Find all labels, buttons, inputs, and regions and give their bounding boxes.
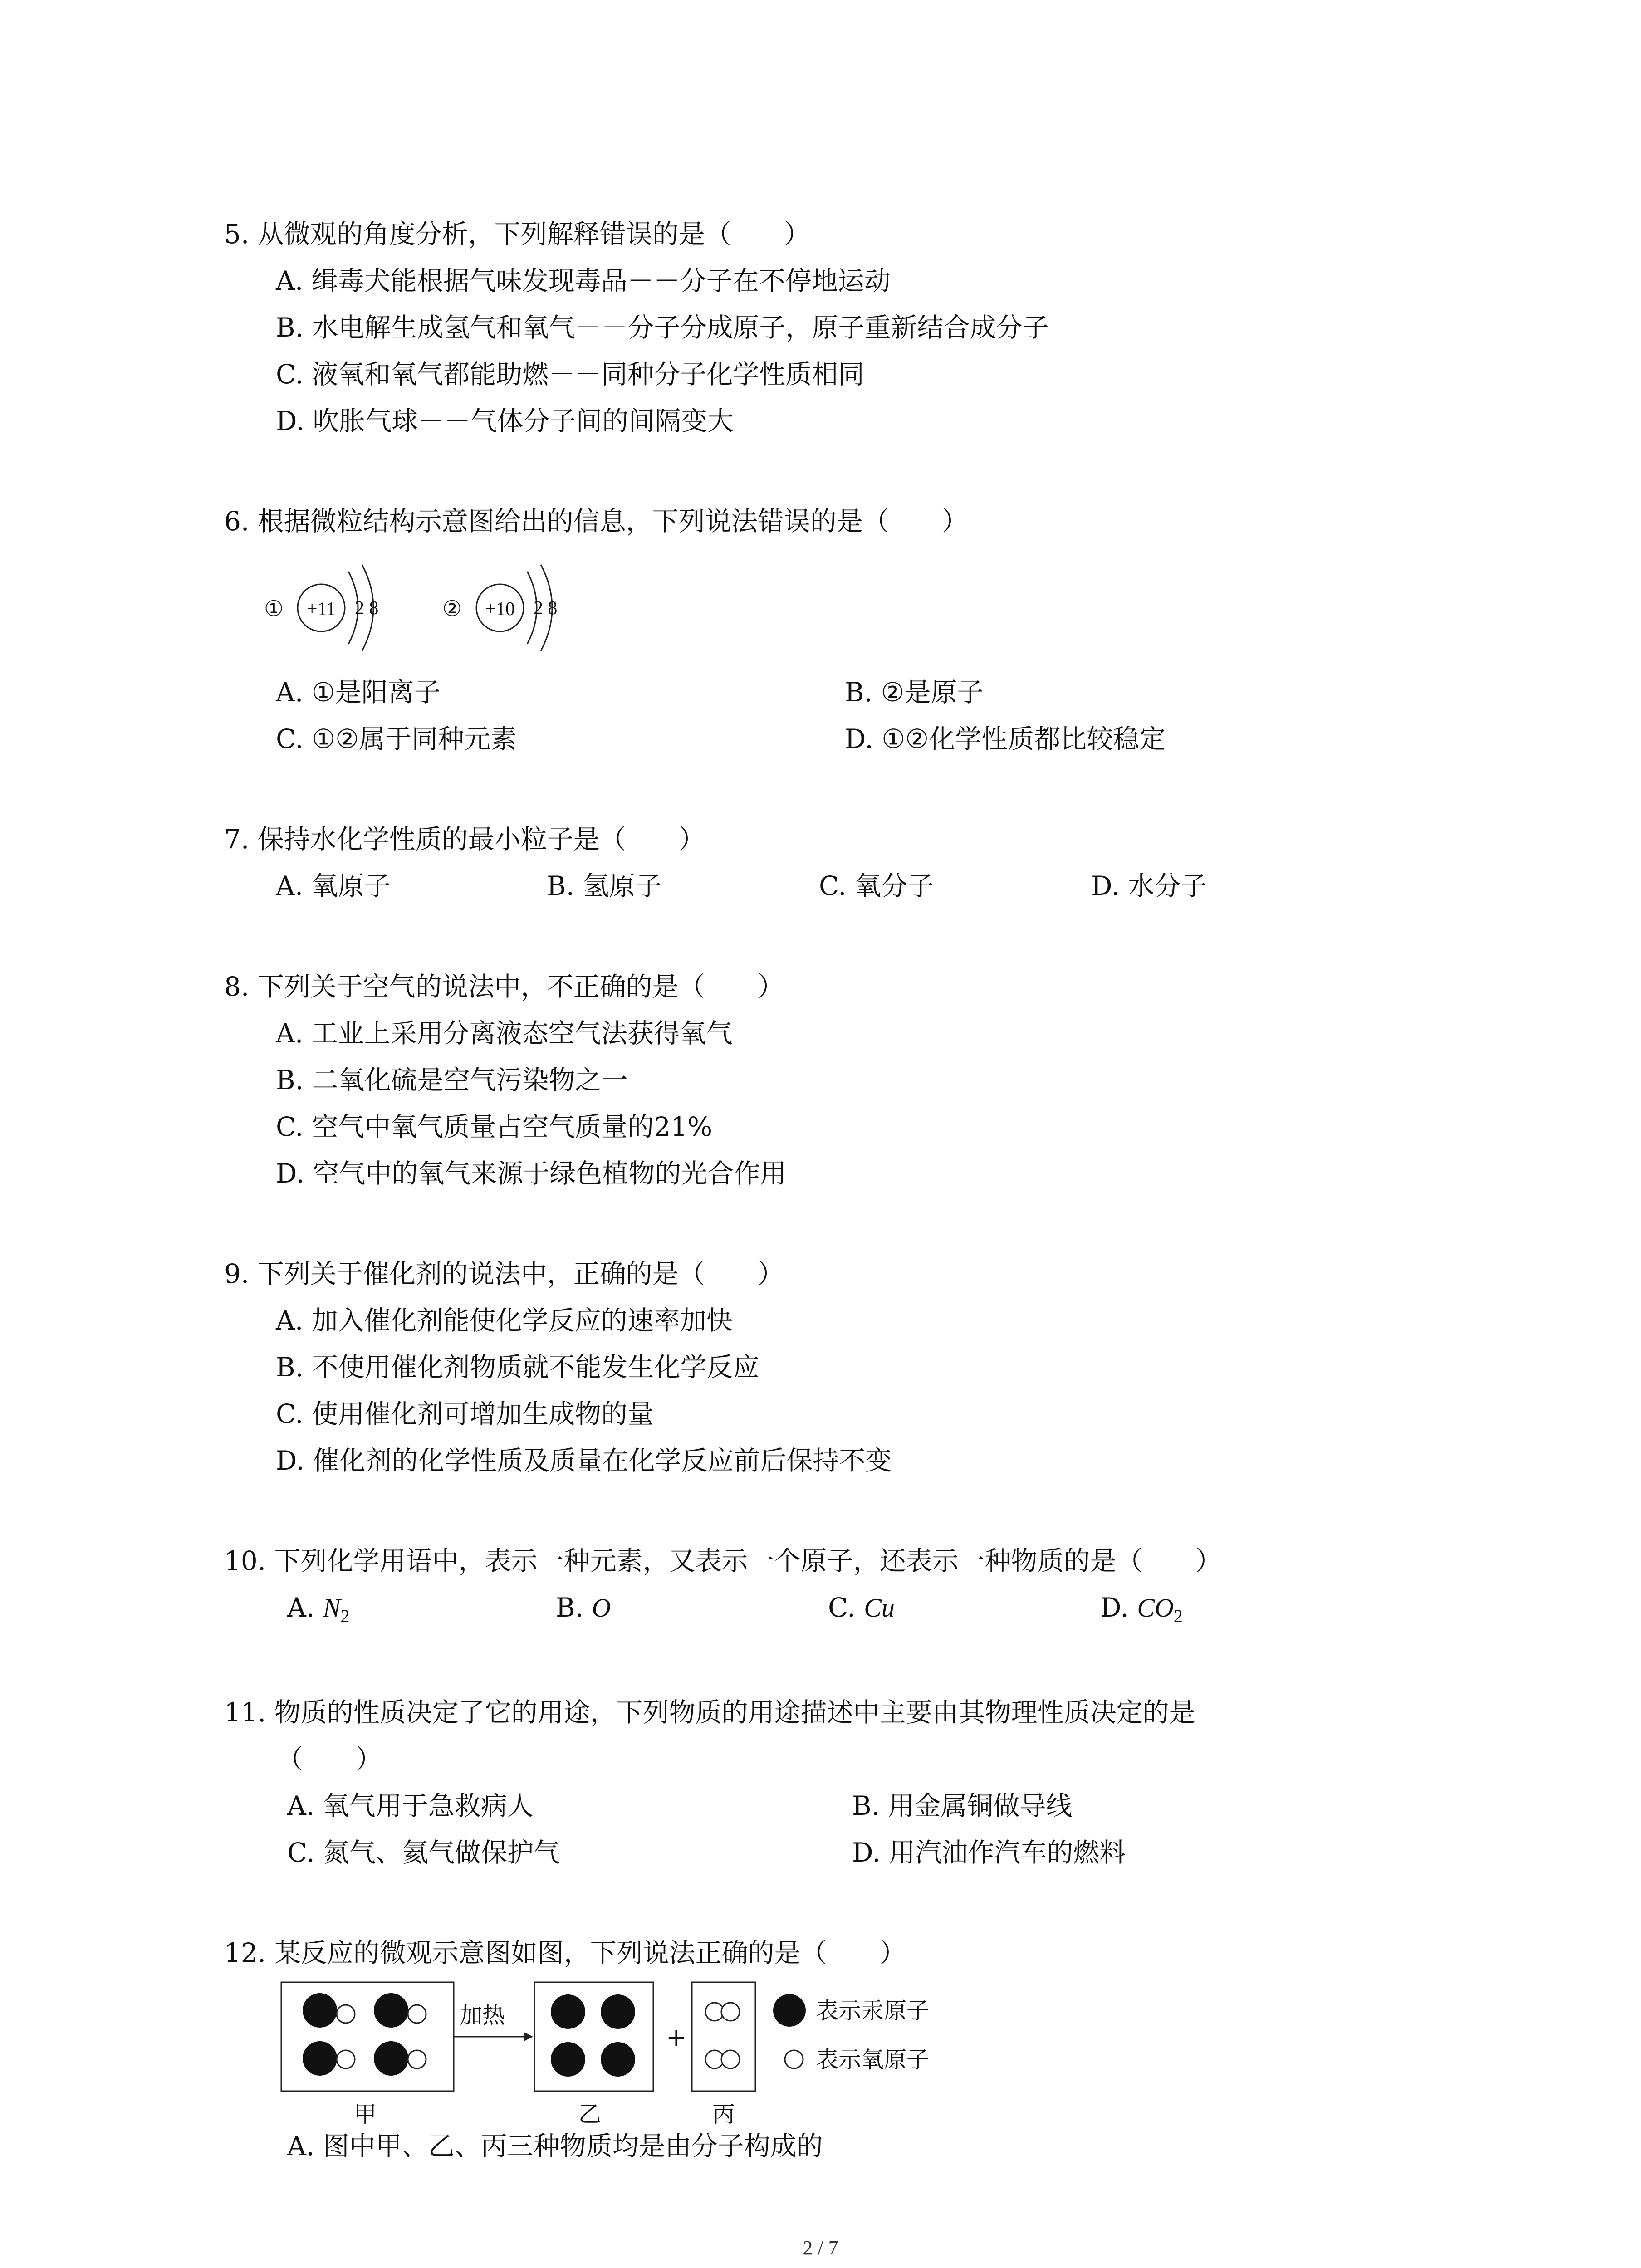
- box-yi: [534, 1982, 653, 2091]
- q6-stem: 6. 根据微粒结构示意图给出的信息，下列说法错误的是（ ）: [224, 506, 968, 537]
- legend-white-atom: [785, 2050, 803, 2068]
- q9-option-c[interactable]: C. 使用催化剂可增加生成物的量: [276, 1398, 654, 1429]
- q10-option-d-formula: $CO_2$: [1137, 1593, 1183, 1626]
- particle1-nucleus: +11: [306, 599, 336, 620]
- q11-option-d[interactable]: D. 用汽油作汽车的燃料: [852, 1837, 1126, 1868]
- q10-option-b-prefix: B.: [556, 1592, 592, 1623]
- q7-stem: 7. 保持水化学性质的最小粒子是（ ）: [224, 824, 705, 855]
- q5-option-a[interactable]: A. 缉毒犬能根据气味发现毒品－－分子在不停地运动: [276, 265, 891, 296]
- q7-option-a[interactable]: A. 氧原子: [276, 870, 391, 901]
- q10-stem: 10. 下列化学用语中，表示一种元素，又表示一个原子，还表示一种物质的是（ ）: [224, 1545, 1222, 1576]
- particle1-label: ①: [264, 596, 284, 621]
- label-bing: 丙: [712, 2101, 735, 2127]
- q10-option-c-prefix: C.: [828, 1592, 864, 1623]
- q10-option-a-prefix: A.: [287, 1592, 323, 1623]
- legend-white-label: 表示氧原子: [816, 2047, 929, 2073]
- q11-option-c[interactable]: C. 氮气、氦气做保护气: [287, 1837, 560, 1868]
- q12-option-a[interactable]: A. 图中甲、乙、丙三种物质均是由分子构成的: [287, 2131, 823, 2161]
- q10-option-c[interactable]: [828, 1592, 895, 1624]
- q8-option-d[interactable]: D. 空气中的氧气来源于绿色植物的光合作用: [276, 1158, 787, 1189]
- q9-option-d[interactable]: D. 催化剂的化学性质及质量在化学反应前后保持不变: [276, 1445, 892, 1476]
- q12-stem: 12. 某反应的微观示意图如图，下列说法正确的是（ ）: [224, 1937, 906, 1968]
- q7-option-d[interactable]: D. 水分子: [1091, 870, 1207, 901]
- legend-black-label: 表示汞原子: [816, 1998, 929, 2024]
- q8-stem: 8. 下列关于空气的说法中，不正确的是（ ）: [224, 971, 784, 1002]
- q10-option-a[interactable]: [287, 1592, 349, 1632]
- jia-molecules: [303, 1993, 426, 2076]
- q11-option-b[interactable]: B. 用金属铜做导线: [852, 1790, 1073, 1821]
- q12-reaction-diagram: [277, 1978, 985, 2127]
- q10-option-d-prefix: D.: [1100, 1592, 1137, 1623]
- q11-option-a[interactable]: A. 氧气用于急救病人: [287, 1790, 534, 1821]
- q5-option-d[interactable]: D. 吹胀气球－－气体分子间的间隔变大: [276, 406, 734, 436]
- q8-option-b[interactable]: B. 二氧化硫是空气污染物之一: [276, 1065, 628, 1095]
- arrow-label: 加热: [460, 2002, 505, 2028]
- plus-sign: +: [666, 2023, 687, 2052]
- q11-answer-paren: （ ）: [277, 1744, 382, 1774]
- q9-option-b[interactable]: B. 不使用催化剂物质就不能发生化学反应: [276, 1352, 759, 1383]
- particle2-label: ②: [442, 596, 462, 621]
- particle1-shells: 2 8: [355, 598, 379, 619]
- q6-option-c[interactable]: C. ①②属于同种元素: [276, 723, 517, 754]
- legend-black-atom: [773, 1994, 806, 2027]
- q7-option-c[interactable]: C. 氧分子: [819, 870, 934, 901]
- particle2-shells: 2 8: [534, 598, 558, 619]
- label-yi: 乙: [578, 2101, 601, 2127]
- q6-particle-diagram: [259, 553, 603, 662]
- q10-option-a-formula: $N_2$: [323, 1593, 350, 1626]
- q7-option-b[interactable]: B. 氢原子: [547, 870, 662, 901]
- particle2-nucleus: +10: [485, 599, 515, 620]
- q10-option-b-formula: O: [592, 1593, 611, 1623]
- box-jia: [281, 1982, 454, 2091]
- q5-option-c[interactable]: C. 液氧和氧气都能助燃－－同种分子化学性质相同: [276, 359, 865, 390]
- q11-stem: 11. 物质的性质决定了它的用途，下列物质的用途描述中主要由其物理性质决定的是: [224, 1697, 1195, 1728]
- bing-molecules: [705, 2003, 740, 2068]
- q5-stem: 5. 从微观的角度分析，下列解释错误的是（ ）: [224, 219, 810, 249]
- q8-option-c[interactable]: C. 空气中氧气质量占空气质量的21%: [276, 1111, 713, 1142]
- q10-option-b[interactable]: [556, 1592, 611, 1624]
- q5-option-b[interactable]: B. 水电解生成氢气和氧气－－分子分成原子，原子重新结合成分子: [276, 312, 1049, 343]
- q6-option-b[interactable]: B. ②是原子: [845, 677, 984, 708]
- page-number: 2 / 7: [803, 2237, 838, 2259]
- q10-option-d[interactable]: [1100, 1592, 1183, 1632]
- box-bing: [692, 1982, 755, 2091]
- q9-stem: 9. 下列关于催化剂的说法中，正确的是（ ）: [224, 1258, 784, 1289]
- q8-option-a[interactable]: A. 工业上采用分离液态空气法获得氧气: [276, 1018, 733, 1049]
- label-jia: 甲: [354, 2101, 377, 2127]
- q6-option-a[interactable]: A. ①是阳离子: [276, 677, 441, 708]
- yi-atoms: [551, 1994, 635, 2077]
- q6-option-d[interactable]: D. ①②化学性质都比较稳定: [845, 723, 1166, 754]
- q10-option-c-formula: Cu: [864, 1593, 895, 1623]
- q9-option-a[interactable]: A. 加入催化剂能使化学反应的速率加快: [276, 1305, 733, 1336]
